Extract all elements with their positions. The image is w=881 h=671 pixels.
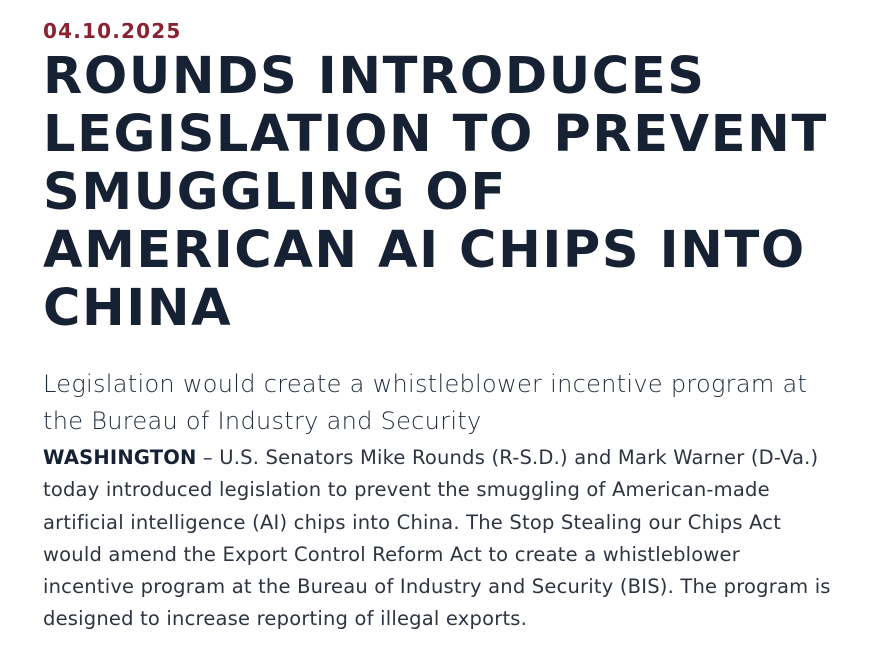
dateline: WASHINGTON (43, 446, 197, 469)
article-subtitle: Legislation would create a whistleblower incentive program at the Bureau of Industry and Security (43, 370, 808, 435)
publication-date: 04.10.2025 (43, 19, 182, 43)
article-body-paragraph (43, 442, 833, 636)
press-release-article (43, 18, 843, 636)
page-title: ROUNDS INTRODUCES LEGISLATION TO PREVENT SMUGGLING OF AMERICAN AI CHIPS INTO CHINA (43, 47, 828, 338)
body-text: – U.S. Senators Mike Rounds (R-S.D.) and Mark Warner (D-Va.) today introduced legislation to prevent the smuggling of American-made artificial intelligence (AI) chips into China. The Stop Stealing our Chips Act would amend the Export Control Reform Act to create a whistleblower incentive program at the Bureau of Industry and Security (BIS). The program is designed to increase reporting of illegal exports. (43, 446, 831, 631)
